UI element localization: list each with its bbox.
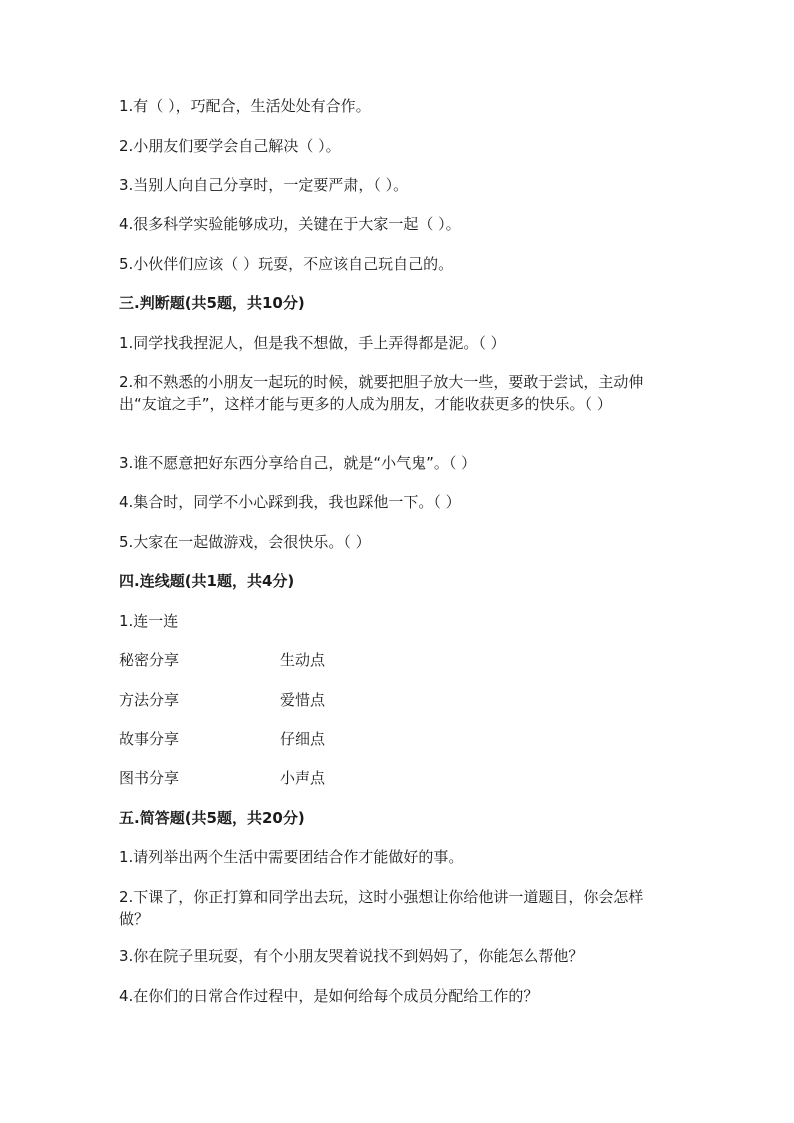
judge-item-3: 3.谁不愿意把好东西分享给自己，就是“小气鬼”。（ ） <box>119 454 477 472</box>
short-answer-item-2: 2.下课了，你正打算和同学出去玩，这时小强想让你给他讲一道题目，你会怎样做？ <box>119 888 644 928</box>
judge-item-5: 5.大家在一起做游戏，会很快乐。（ ） <box>119 533 371 551</box>
match-left-item-3: 故事分享 <box>119 730 180 748</box>
match-right-item-1: 生动点 <box>280 651 326 669</box>
fill-blank-item-2: 2.小朋友们要学会自己解决（ ）。 <box>119 137 341 155</box>
section-5-heading: 五.简答题(共5题，共20分) <box>119 809 305 827</box>
judge-item-1: 1.同学找我捏泥人，但是我不想做，手上弄得都是泥。（ ） <box>119 334 506 352</box>
short-answer-item-3: 3.你在院子里玩耍，有个小朋友哭着说找不到妈妈了，你能怎么帮他？ <box>119 947 584 965</box>
fill-blank-item-3: 3.当别人向自己分享时，一定要严肃，（ ）。 <box>119 176 409 194</box>
judge-item-4: 4.集合时，同学不小心踩到我，我也踩他一下。（ ） <box>119 493 461 511</box>
match-right-item-4: 小声点 <box>280 769 326 787</box>
short-answer-item-4: 4.在你们的日常合作过程中，是如何给每个成员分配给工作的？ <box>119 987 539 1005</box>
section-4-heading: 四.连线题(共1题，共4分) <box>119 572 295 590</box>
match-left-item-2: 方法分享 <box>119 691 180 709</box>
match-right-item-3: 仔细点 <box>280 730 326 748</box>
matching-prompt: 1.连一连 <box>119 612 179 630</box>
judge-item-2: 2.和不熟悉的小朋友一起玩的时候，就要把胆子放大一些，要敢于尝试，主动伸出“友谊之手”，这样才能与更多的人成为朋友，才能收获更多的快乐。（ ） <box>119 373 644 413</box>
match-right-item-2: 爱惜点 <box>280 691 326 709</box>
fill-blank-item-5: 5.小伙伴们应该（ ）玩耍，不应该自己玩自己的。 <box>119 255 454 273</box>
match-left-item-1: 秘密分享 <box>119 651 180 669</box>
match-left-item-4: 图书分享 <box>119 769 180 787</box>
section-3-heading: 三.判断题(共5题，共10分) <box>119 294 305 312</box>
short-answer-item-1: 1.请列举出两个生活中需要团结合作才能做好的事。 <box>119 848 464 866</box>
fill-blank-item-4: 4.很多科学实验能够成功，关键在于大家一起（ ）。 <box>119 215 461 233</box>
fill-blank-item-1: 1.有（ ），巧配合，生活处处有合作。 <box>119 97 371 115</box>
